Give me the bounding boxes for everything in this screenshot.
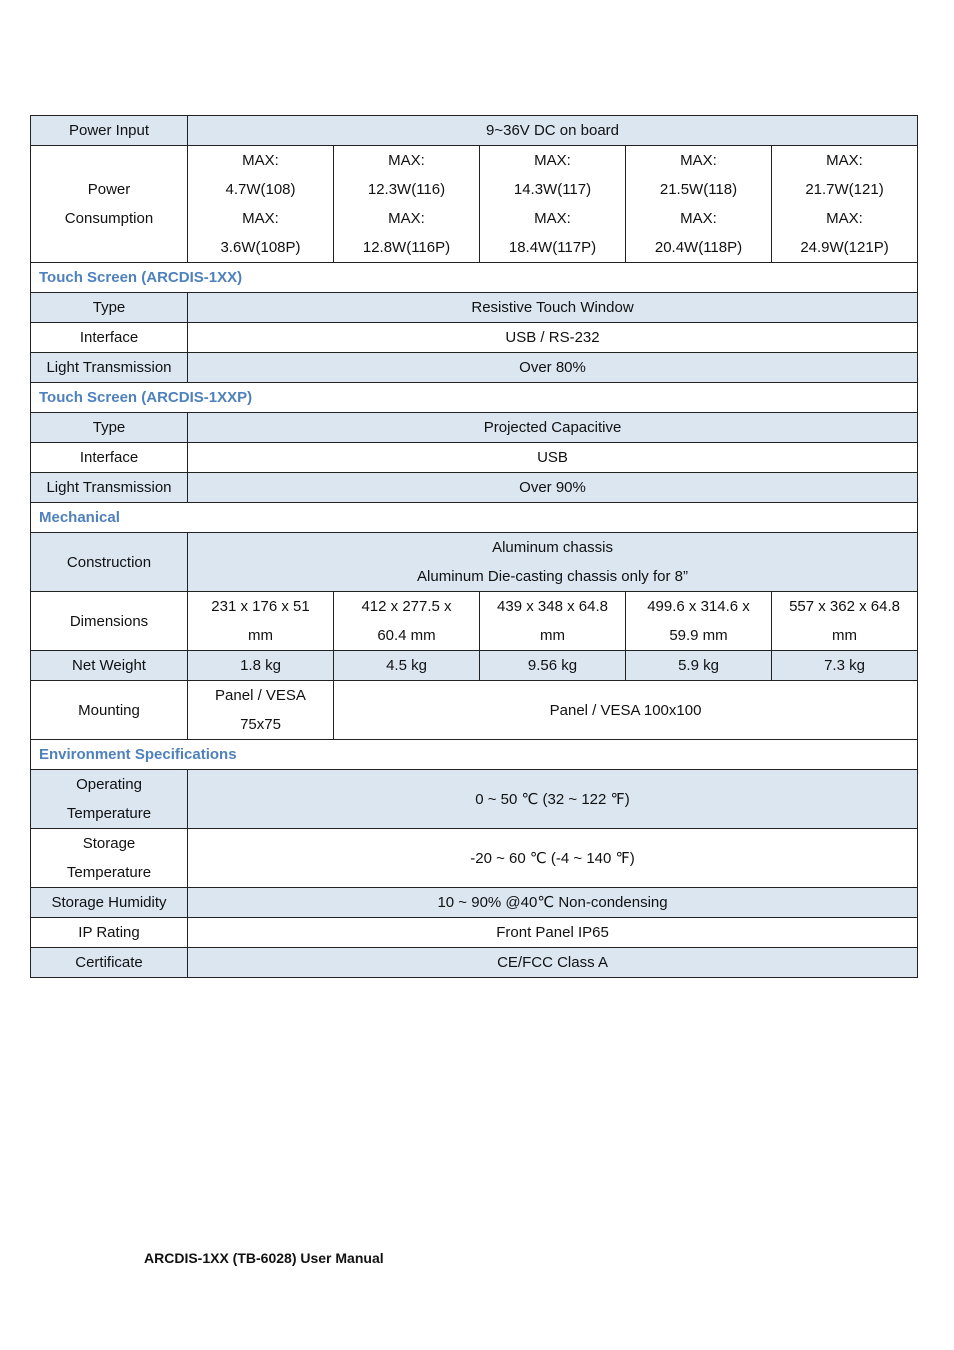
label-line: Power	[87, 181, 131, 198]
table-row	[31, 948, 918, 978]
cell-line: 4.7W(108)	[225, 181, 296, 198]
label-line: Temperature	[66, 805, 152, 822]
cell-line: Panel / VESA	[215, 687, 306, 704]
table-row	[31, 770, 918, 829]
consumption-cell	[188, 146, 334, 263]
row-label	[31, 146, 188, 263]
consumption-cell	[626, 146, 772, 263]
row-label: Dimensions	[31, 592, 188, 651]
cell-line: MAX:	[534, 152, 571, 169]
row-value: -20 ~ 60 ℃ (-4 ~ 140 ℉)	[188, 829, 918, 888]
section-row	[31, 263, 918, 293]
weight-cell: 9.56 kg	[480, 651, 626, 681]
table-row	[31, 533, 918, 592]
row-label: Storage Humidity	[31, 888, 188, 918]
row-value: 0 ~ 50 ℃ (32 ~ 122 ℉)	[188, 770, 918, 829]
cell-line: MAX:	[534, 210, 571, 227]
row-label: Mounting	[31, 681, 188, 740]
page-footer: ARCDIS-1XX (TB-6028) User Manual	[144, 1250, 384, 1266]
table-row	[31, 146, 918, 263]
row-value: Front Panel IP65	[188, 918, 918, 948]
table-row	[31, 829, 918, 888]
cell-line: 231 x 176 x 51	[211, 598, 310, 615]
row-label: Type	[31, 293, 188, 323]
cell-line: 14.3W(117)	[513, 181, 592, 198]
weight-cell: 5.9 kg	[626, 651, 772, 681]
cell-line: MAX:	[680, 152, 717, 169]
cell-line: mm	[248, 627, 273, 644]
dimension-cell	[480, 592, 626, 651]
row-label: Power Input	[31, 116, 188, 146]
cell-line: 18.4W(117P)	[508, 239, 597, 256]
label-line: Consumption	[64, 210, 154, 227]
label-line: Operating	[76, 776, 142, 793]
cell-line: MAX:	[388, 210, 425, 227]
cell-line: 412 x 277.5 x	[361, 598, 452, 615]
cell-line: Aluminum chassis	[492, 539, 613, 556]
cell-line: MAX:	[680, 210, 717, 227]
label-line: Storage	[82, 835, 136, 852]
cell-line: MAX:	[388, 152, 425, 169]
section-heading: Environment Specifications	[31, 740, 918, 770]
consumption-cell	[334, 146, 480, 263]
consumption-cell	[772, 146, 918, 263]
cell-line: 24.9W(121P)	[800, 239, 889, 256]
row-label	[31, 770, 188, 829]
cell-line: 12.3W(116)	[367, 181, 446, 198]
row-value: Resistive Touch Window	[188, 293, 918, 323]
section-row	[31, 383, 918, 413]
cell-line: 21.5W(118)	[659, 181, 738, 198]
section-heading: Touch Screen (ARCDIS-1XX)	[31, 263, 918, 293]
table-row	[31, 413, 918, 443]
table-row	[31, 888, 918, 918]
cell-line: MAX:	[242, 210, 279, 227]
row-value: Over 80%	[188, 353, 918, 383]
label-line: Temperature	[66, 864, 152, 881]
table-row	[31, 473, 918, 503]
table-row	[31, 353, 918, 383]
table-row	[31, 918, 918, 948]
dimension-cell	[188, 592, 334, 651]
cell-line: MAX:	[242, 152, 279, 169]
cell-line: 3.6W(108P)	[220, 239, 301, 256]
cell-line: 21.7W(121)	[805, 181, 884, 198]
row-label: Net Weight	[31, 651, 188, 681]
cell-line: 12.8W(116P)	[362, 239, 451, 256]
table-row	[31, 681, 918, 740]
cell-line: mm	[832, 627, 858, 644]
row-label: Certificate	[31, 948, 188, 978]
table-row	[31, 116, 918, 146]
mounting-cell	[188, 681, 334, 740]
row-label: IP Rating	[31, 918, 188, 948]
section-heading: Touch Screen (ARCDIS-1XXP)	[31, 383, 918, 413]
table-row	[31, 592, 918, 651]
cell-line: MAX:	[826, 210, 863, 227]
cell-line: 499.6 x 314.6 x	[647, 598, 750, 615]
weight-cell: 7.3 kg	[772, 651, 918, 681]
consumption-cell	[480, 146, 626, 263]
cell-line: 75x75	[240, 716, 281, 733]
row-label: Interface	[31, 443, 188, 473]
table-row	[31, 443, 918, 473]
dimension-cell	[626, 592, 772, 651]
row-label	[31, 829, 188, 888]
section-row	[31, 740, 918, 770]
weight-cell: 4.5 kg	[334, 651, 480, 681]
weight-cell: 1.8 kg	[188, 651, 334, 681]
table-row	[31, 323, 918, 353]
row-value: Projected Capacitive	[188, 413, 918, 443]
specification-table	[30, 115, 918, 978]
cell-line: 557 x 362 x 64.8	[789, 598, 900, 615]
row-label: Interface	[31, 323, 188, 353]
row-value: 10 ~ 90% @40℃ Non-condensing	[188, 888, 918, 918]
row-label: Light Transmission	[31, 353, 188, 383]
cell-line: MAX:	[826, 152, 863, 169]
row-label: Type	[31, 413, 188, 443]
row-value: USB / RS-232	[188, 323, 918, 353]
section-row	[31, 503, 918, 533]
table-row	[31, 293, 918, 323]
dimension-cell	[772, 592, 918, 651]
row-value: Over 90%	[188, 473, 918, 503]
table-row	[31, 651, 918, 681]
cell-line: 59.9 mm	[669, 627, 728, 644]
dimension-cell	[334, 592, 480, 651]
row-value	[188, 533, 918, 592]
row-label: Light Transmission	[31, 473, 188, 503]
row-label: Construction	[31, 533, 188, 592]
cell-line: mm	[540, 627, 565, 644]
row-value: USB	[188, 443, 918, 473]
row-value: CE/FCC Class A	[188, 948, 918, 978]
row-value: 9~36V DC on board	[188, 116, 918, 146]
cell-line: Aluminum Die-casting chassis only for 8”	[417, 568, 688, 585]
cell-line: 20.4W(118P)	[654, 239, 743, 256]
section-heading: Mechanical	[31, 503, 918, 533]
cell-line: 60.4 mm	[377, 627, 436, 644]
mounting-cell: Panel / VESA 100x100	[334, 681, 918, 740]
cell-line: 439 x 348 x 64.8	[497, 598, 608, 615]
